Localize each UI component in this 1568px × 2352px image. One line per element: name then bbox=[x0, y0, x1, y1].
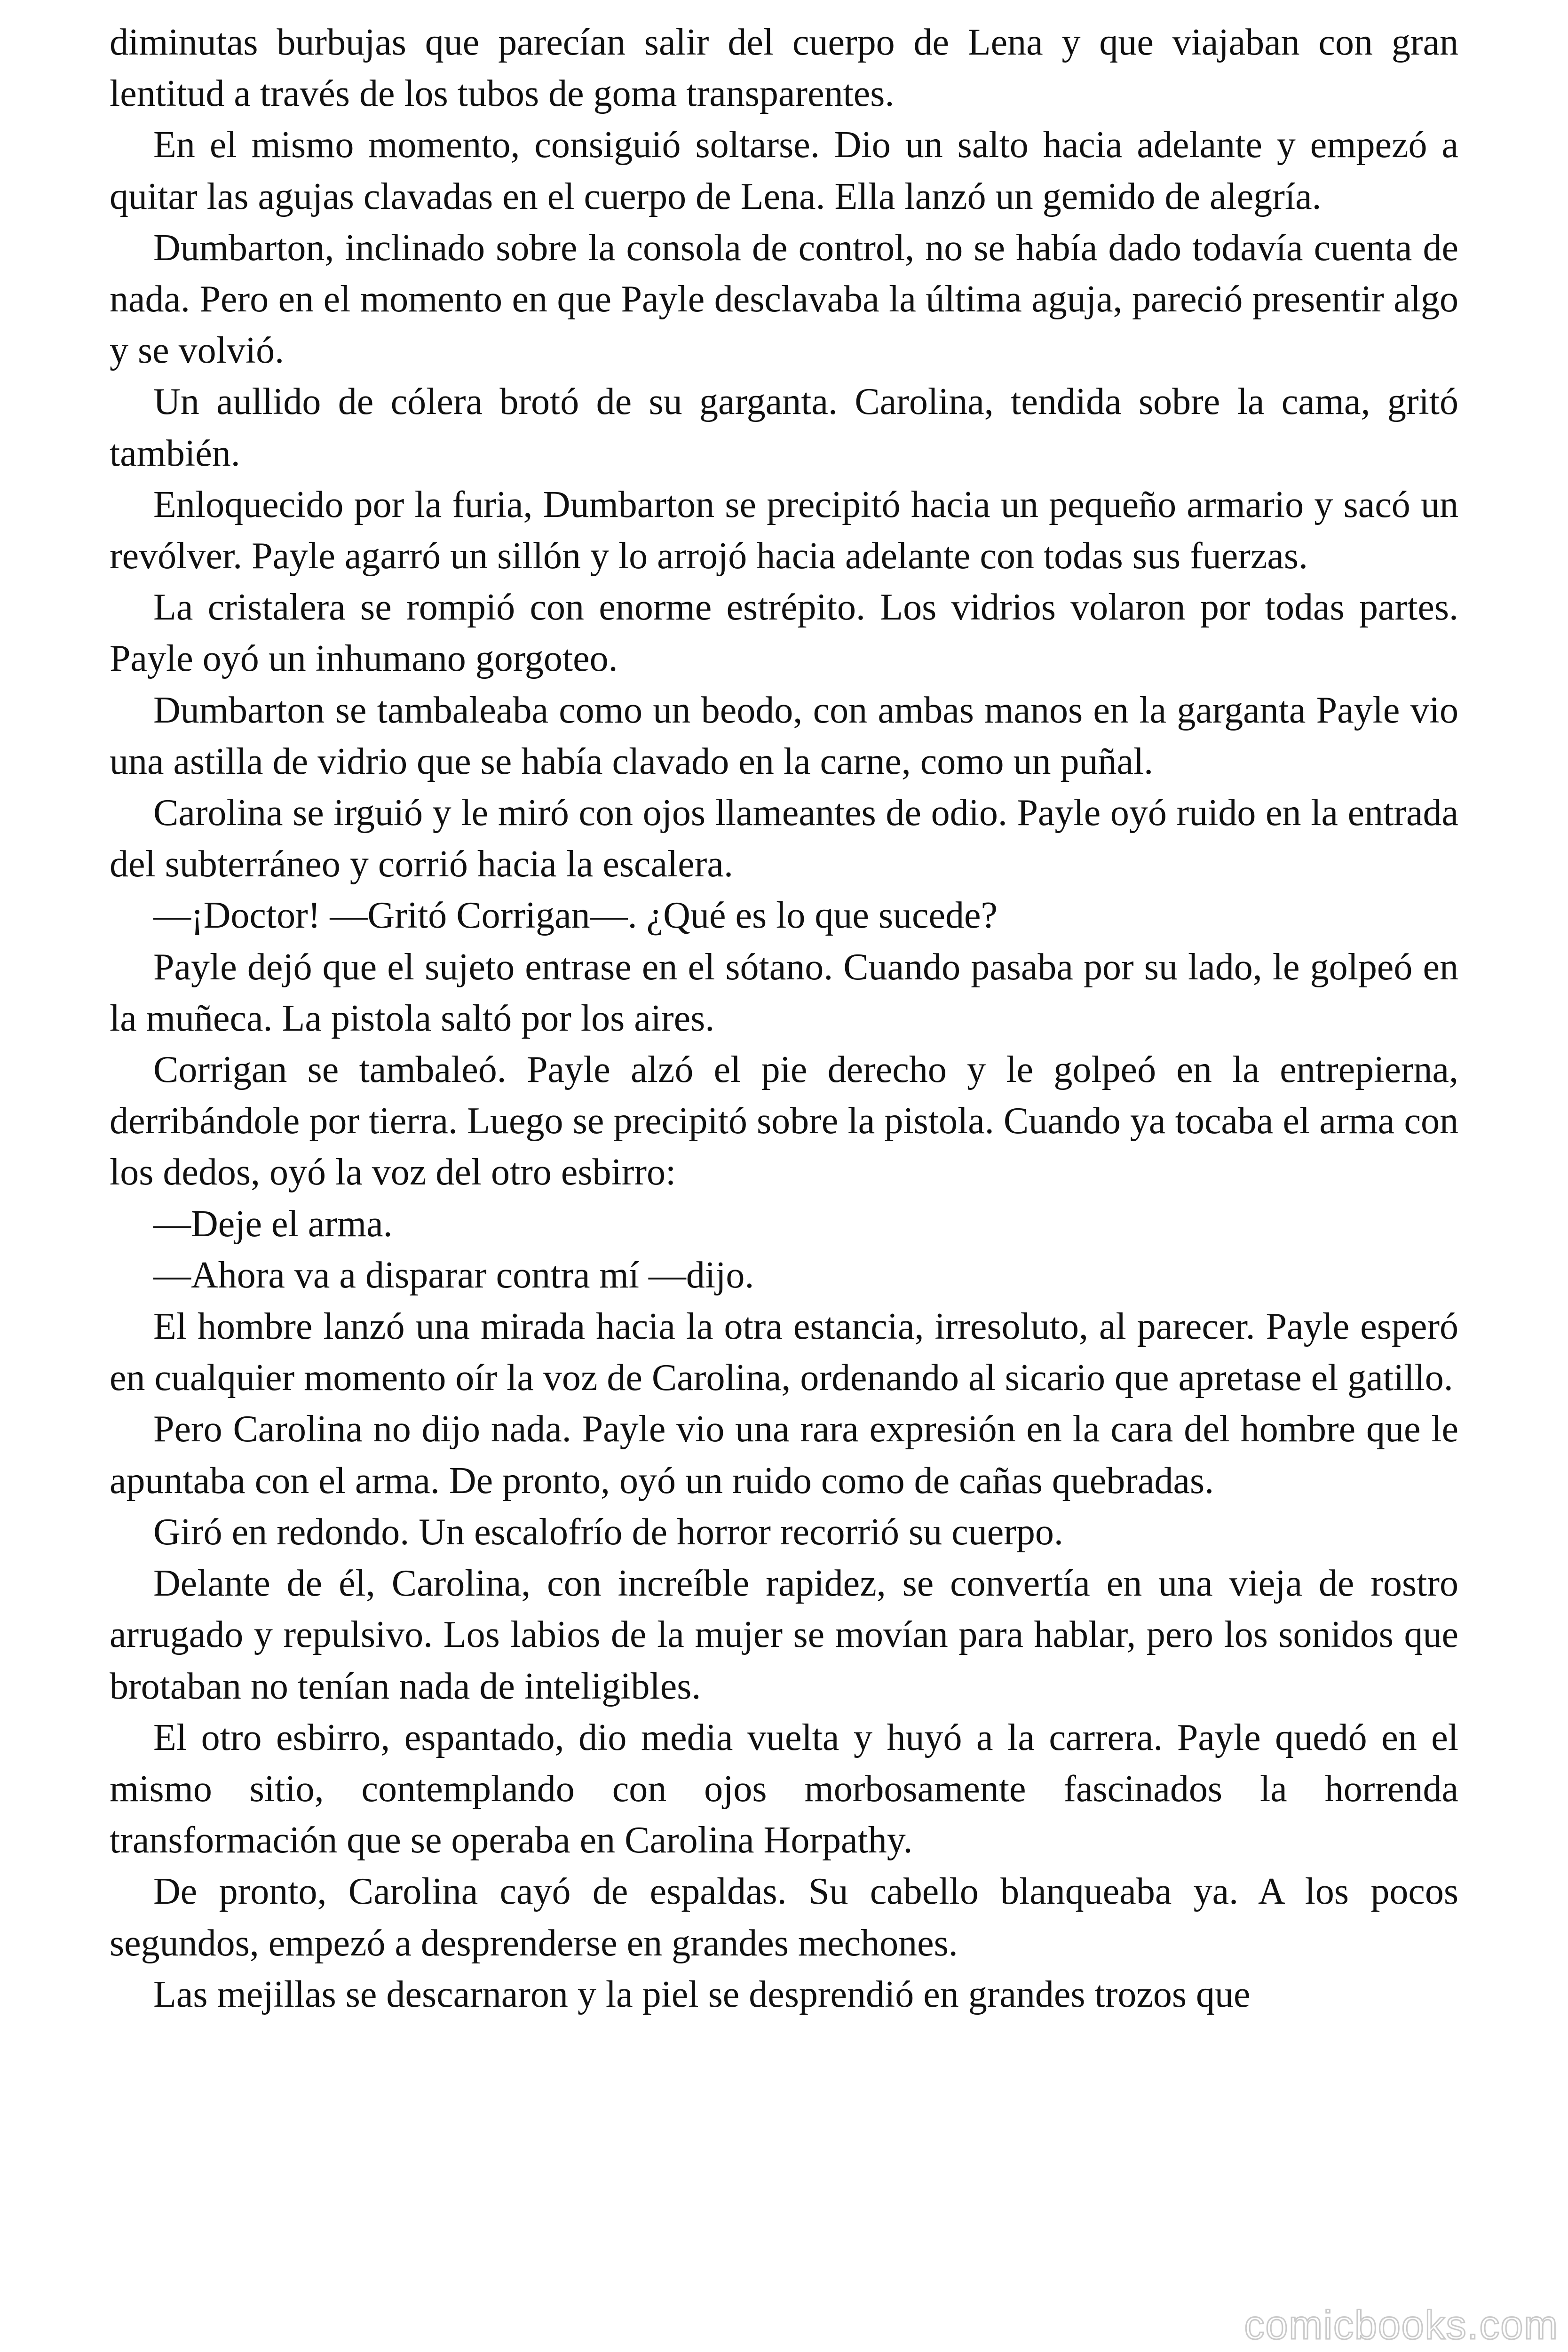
paragraph: Un aullido de cólera brotó de su garganta. Carolina, tendida sobre la cama, gritó también. bbox=[110, 381, 1458, 474]
paragraph: Enloquecido por la furia, Dumbarton se precipitó hacia un pequeño armario y sacó un revólver. Payle agarró un sillón y lo arrojó hacia adelante con todas sus fuerzas. bbox=[110, 484, 1458, 577]
paragraph: En el mismo momento, consiguió soltarse. Dio un salto hacia adelante y empezó a quitar las agujas clavadas en el cuerpo de Lena. Ella lanzó un gemido de alegría. bbox=[110, 124, 1458, 217]
book-page-text bbox=[110, 17, 1458, 2020]
paragraph: De pronto, Carolina cayó de espaldas. Su cabello blanqueaba ya. A los pocos segundos, empezó a desprenderse en grandes mechones. bbox=[110, 1871, 1458, 1964]
paragraph: Payle dejó que el sujeto entrase en el sótano. Cuando pasaba por su lado, le golpeó en la muñeca. La pistola saltó por los aires. bbox=[110, 946, 1458, 1039]
paragraph: El otro esbirro, espantado, dio media vuelta y huyó a la carrera. Payle quedó en el mismo sitio, contemplando con ojos morbosamente fascinados la horrenda transformación que se operaba en Carolina Horpathy. bbox=[110, 1716, 1458, 1861]
paragraph: La cristalera se rompió con enorme estrépito. Los vidrios volaron por todas partes. Payle oyó un inhumano gorgoteo. bbox=[110, 587, 1458, 680]
watermark: comicbooks.com bbox=[1244, 2303, 1559, 2348]
dialogue-line: —¡Doctor! —Gritó Corrigan—. ¿Qué es lo que sucede? bbox=[153, 895, 998, 937]
paragraph: Dumbarton, inclinado sobre la consola de control, no se había dado todavía cuenta de nada. Pero en el momento en que Payle desclavaba la última aguja, pareció presentir algo y se volvió. bbox=[110, 227, 1458, 372]
dialogue-line: —Ahora va a disparar contra mí —dijo. bbox=[153, 1254, 754, 1296]
paragraph: Corrigan se tambaleó. Payle alzó el pie derecho y le golpeó en la entrepierna, derribándole por tierra. Luego se precipitó sobre la pistola. Cuando ya tocaba el arma con los dedos, oyó la voz del otro esbirro: bbox=[110, 1049, 1458, 1193]
paragraph: Dumbarton se tambaleaba como un beodo, con ambas manos en la garganta Payle vio una astilla de vidrio que se había clavado en la carne, como un puñal. bbox=[110, 689, 1458, 782]
paragraph: Las mejillas se descarnaron y la piel se desprendió en grandes trozos que bbox=[153, 1973, 1251, 2015]
paragraph: Delante de él, Carolina, con increíble rapidez, se convertía en una vieja de rostro arrugado y repulsivo. Los labios de la mujer se movían para hablar, pero los sonidos que brotaban no tenían nada de inteligibles. bbox=[110, 1563, 1458, 1707]
dialogue-line: —Deje el arma. bbox=[153, 1203, 393, 1245]
paragraph: Carolina se irguió y le miró con ojos llameantes de odio. Payle oyó ruido en la entrada del subterráneo y corrió hacia la escalera. bbox=[110, 792, 1458, 885]
paragraph: Pero Carolina no dijo nada. Payle vio una rara expresión en la cara del hombre que le apuntaba con el arma. De pronto, oyó un ruido como de cañas quebradas. bbox=[110, 1408, 1458, 1502]
paragraph: El hombre lanzó una mirada hacia la otra estancia, irresoluto, al parecer. Payle esperó en cualquier momento oír la voz de Carolina, ordenando al sicario que apretase el gatillo. bbox=[110, 1306, 1458, 1399]
paragraph: diminutas burbujas que parecían salir del cuerpo de Lena y que viajaban con gran lentitud a través de los tubos de goma transparentes. bbox=[110, 22, 1458, 115]
paragraph: Giró en redondo. Un escalofrío de horror recorrió su cuerpo. bbox=[153, 1511, 1063, 1553]
